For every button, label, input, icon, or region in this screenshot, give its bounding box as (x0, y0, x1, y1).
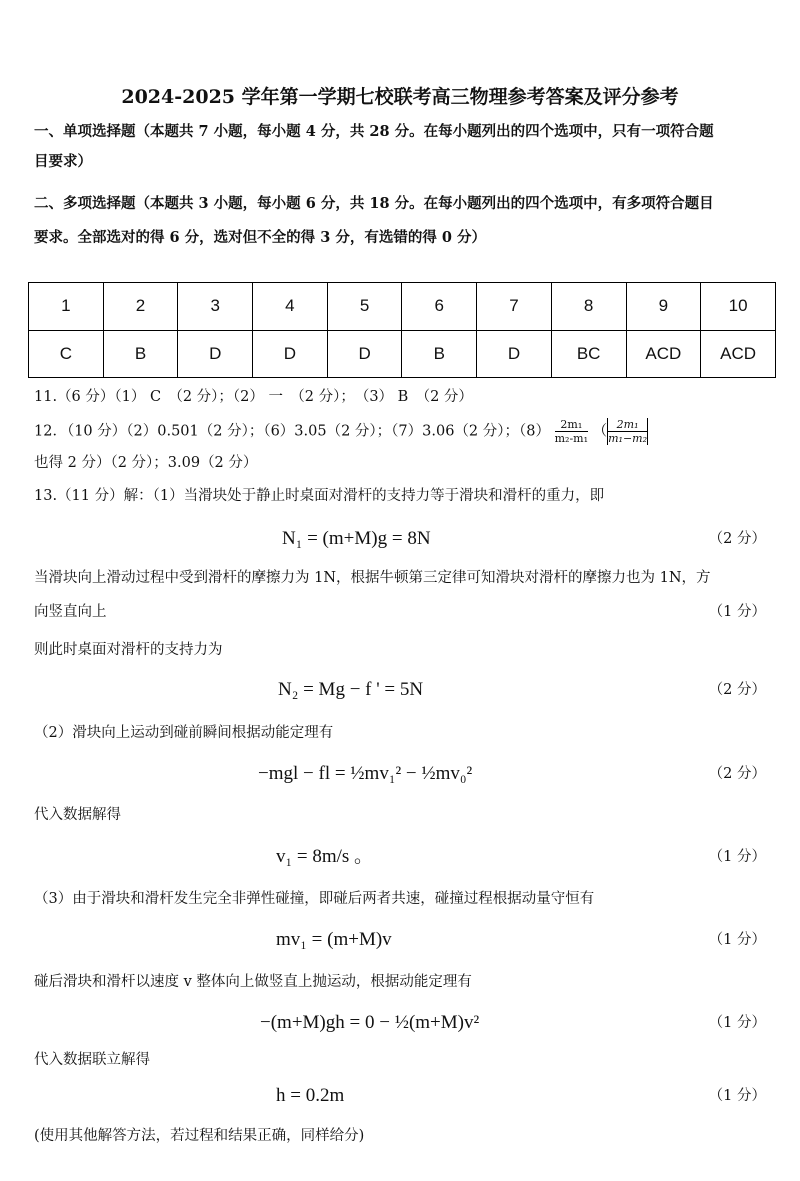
question-number-cell: 4 (253, 283, 328, 331)
score: （1 分） (708, 932, 766, 948)
answer-cell: D (327, 330, 402, 378)
question-number-cell: 9 (626, 283, 701, 331)
paragraph: 代入数据解得 (34, 807, 121, 823)
q12-line2: 也得 2 分）（2 分）；3.09（2 分） (34, 455, 258, 471)
question-number-cell: 7 (477, 283, 552, 331)
paragraph: 碰后滑块和滑杆以速度 v 整体向上做竖直上抛运动，根据动能定理有 (34, 974, 472, 990)
table-row-numbers (29, 283, 776, 331)
fraction-denominator: m₂-m₁ (554, 432, 589, 445)
answer-cell: ACD (626, 330, 701, 378)
answer-cell: B (402, 330, 477, 378)
section2-line2: 要求。全部选对的得 6 分，选对但不全的得 3 分，有选错的得 0 分） (34, 229, 487, 246)
question-number-cell: 2 (103, 283, 178, 331)
answer-cell: B (103, 330, 178, 378)
table-row-answers (29, 330, 776, 378)
paragraph: 当滑块向上滑动过程中受到滑杆的摩擦力为 1N，根据牛顿第三定律可知滑块对滑杆的摩擦力也为 1N，方 (34, 570, 711, 586)
answer-cell: D (477, 330, 552, 378)
score: （2 分） (708, 682, 766, 698)
question-number-cell: 5 (327, 283, 402, 331)
paragraph: （2）滑块向上运动到碰前瞬间根据动能定理有 (34, 725, 334, 741)
q12-fraction (555, 418, 588, 445)
paragraph: 向竖直向上 (34, 604, 107, 620)
paragraph: 则此时桌面对滑杆的支持力为 (34, 642, 223, 658)
paragraph: （3）由于滑块和滑杆发生完全非弹性碰撞，即碰后两者共速，碰撞过程根据动量守恒有 (34, 891, 595, 907)
answer-cell: D (253, 330, 328, 378)
score: （2 分） (708, 531, 766, 547)
q13-intro: 13.（11 分）解：（1）当滑块处于静止时桌面对滑杆的支持力等于滑块和滑杆的重力，即 (34, 488, 605, 504)
page-title: 2024-2025 学年第一学期七校联考高三物理参考答案及评分参考 (121, 86, 679, 108)
question-number-cell: 1 (29, 283, 104, 331)
q12-prefix: 12．（10 分）（2）0.501（2 分）；（6）3.05（2 分）；（7）3.06（2 分）；（8） (34, 423, 550, 440)
equation-4: v₁ = 8m/s 。 (276, 846, 374, 867)
equation-3: −mgl − fl = ½mv₁² − ½mv₀² (258, 763, 473, 784)
question-number-cell: 3 (178, 283, 253, 331)
score: （1 分） (708, 1015, 766, 1031)
fraction-numerator: 2m₁ (608, 418, 647, 432)
equation-5: mv₁ = (m+M)v (276, 929, 392, 950)
fraction-numerator: 2m₁ (555, 418, 588, 432)
equation-7: h = 0.2m (276, 1085, 345, 1106)
note: (使用其他解答方法，若过程和结果正确，同样给分) (34, 1128, 365, 1144)
score: （2 分） (708, 766, 766, 782)
score: （1 分） (708, 604, 766, 620)
answer-cell: ACD (701, 330, 776, 378)
answer-table (28, 282, 776, 378)
answer-cell: C (29, 330, 104, 378)
section2-line1: 二、多项选择题（本题共 3 小题，每小题 6 分，共 18 分。在每小题列出的四个选项中，有多项符合题目 (34, 195, 714, 212)
score: （1 分） (708, 849, 766, 865)
equation-1: N₁ = (m+M)g = 8N (282, 528, 431, 549)
question-number-cell: 6 (402, 283, 477, 331)
q12-answer (34, 418, 648, 445)
answer-cell: D (178, 330, 253, 378)
question-number-cell: 10 (701, 283, 776, 331)
question-number-cell: 8 (551, 283, 626, 331)
q11-answer: 11.（6 分）（1） C （2 分）；（2） 一 （2 分）； （3） B （2 分） (34, 389, 473, 405)
q12-abs-fraction (607, 418, 648, 445)
equation-6: −(m+M)gh = 0 − ½(m+M)v² (260, 1012, 480, 1033)
section1-line2: 目要求） (34, 153, 92, 170)
paragraph: 代入数据联立解得 (34, 1052, 150, 1068)
answer-cell: BC (551, 330, 626, 378)
section1-line1: 一、单项选择题（本题共 7 小题，每小题 4 分，共 28 分。在每小题列出的四个选项中，只有一项符合题 (34, 123, 714, 140)
equation-2: N₂ = Mg − f ' = 5N (278, 679, 424, 700)
score: （1 分） (708, 1088, 766, 1104)
paren: （ (592, 423, 608, 440)
fraction-denominator: m₁−m₂ (608, 432, 648, 445)
